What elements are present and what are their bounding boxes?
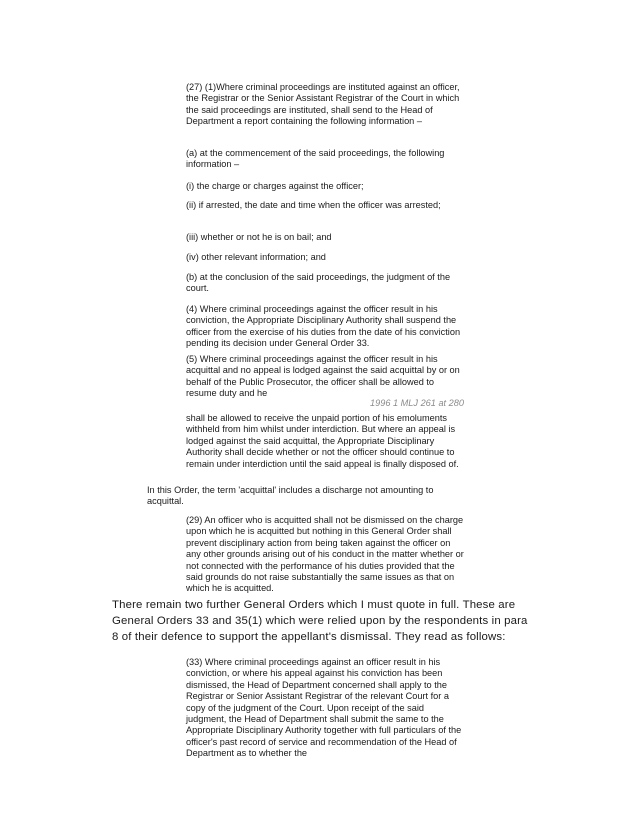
order-27-b-paragraph: (b) at the conclusion of the said proceedings, the judgment of the court. (186, 272, 451, 294)
judgment-body-text: There remain two further General Orders which I must quote in full. These are General Orders 33 and 35(1) which were relied upon by the respondents in para 8 of their defence to support the appellant's dismissal. They read as follows: (112, 599, 528, 644)
order-27-iv-paragraph: (iv) other relevant information; and (186, 252, 326, 262)
order-27-5-continued-paragraph: shall be allowed to receive the unpaid portion of his emoluments withheld from him whilst under interdiction. But where an appeal is lodged against the said acquittal, the Appropriate Disciplinary Authority shall decide whether or not the officer should continue to remain under interdiction until the said appeal is finally disposed of. (186, 413, 459, 469)
order-27-iii-paragraph: (iii) whether or not he is on bail; and (186, 232, 332, 242)
order-33-paragraph: (33) Where criminal proceedings against an officer result in his conviction, or where his appeal against his conviction has been dismissed, the Head of Department concerned shall apply to the Registrar or Senior Assistant Registrar of the relevant Court for a copy of the judgment of the Court. Upon receipt of the said judgment, the Head of Department shall submit the same to the Appropriate Disciplinary Authority together with full particulars of the officer's past record of service and recommendation of the Head of Department as to whether the (186, 657, 462, 759)
order-29-paragraph: (29) An officer who is acquitted shall not be dismissed on the charge upon which he is acquitted but nothing in this General Order shall prevent disciplinary action from being taken against the officer on any other grounds arising out of his conduct in the matter whether or not connected with the performance of his duties provided that the said grounds do not raise substantially the same issues as that on which he is acquitted. (186, 515, 464, 594)
order-27-i-paragraph: (i) the charge or charges against the officer; (186, 181, 364, 191)
order-27-ii-paragraph: (ii) if arrested, the date and time when the officer was arrested; (186, 200, 441, 210)
order-27-a-paragraph: (a) at the commencement of the said proceedings, the following information – (186, 148, 445, 170)
order-27-4-paragraph: (4) Where criminal proceedings against the officer result in his conviction, the Appropriate Disciplinary Authority shall suspend the officer from the exercise of his duties from the date of his conviction pending its decision under General Order 33. (186, 304, 461, 349)
order-27-1-paragraph: (27) (1)Where criminal proceedings are instituted against an officer, the Registrar or the Senior Assistant Registrar of the Court in which the said proceedings are instituted, shall send to the Head of Department a report containing the following information – (186, 82, 460, 127)
acquittal-definition: In this Order, the term 'acquittal' includes a discharge not amounting to acquittal. (147, 485, 434, 507)
case-citation: 1996 1 MLJ 261 at 280 (370, 398, 464, 408)
order-27-5-paragraph: (5) Where criminal proceedings against the officer result in his acquittal and no appeal is lodged against the said acquittal by or on behalf of the Public Prosecutor, the officer shall be allowed to resume duty and he (186, 354, 460, 399)
